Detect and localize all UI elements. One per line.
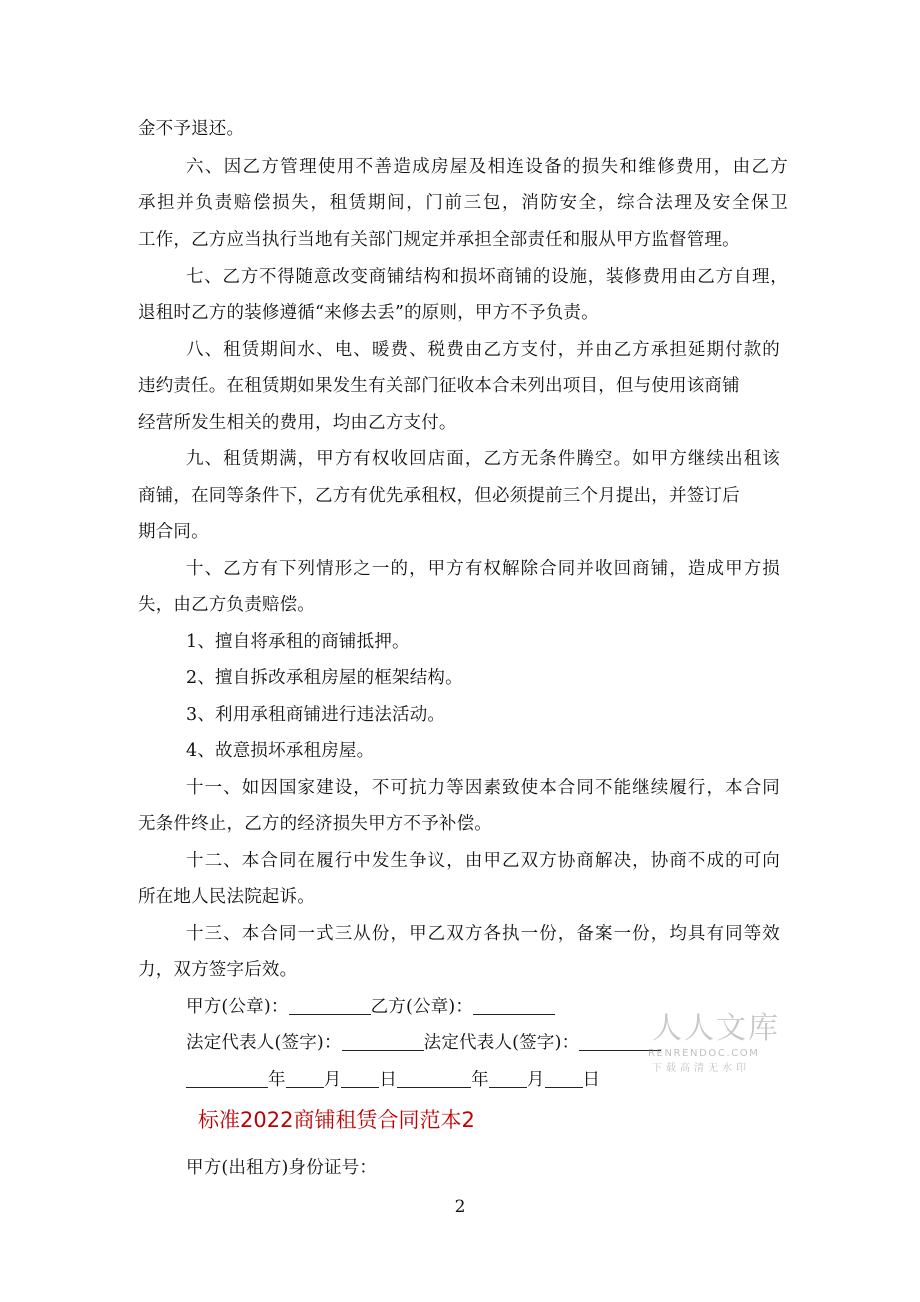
clause-7-line-1: 七、乙方不得随意改变商铺结构和损坏商铺的设施，装修费用由乙方自理，	[186, 267, 788, 287]
clause-8-line-2: 违约责任。在租赁期如果发生有关部门征收本合未列出项目，但与使用该商铺	[138, 376, 740, 396]
clause-13-line-1: 十三、本合同一式三从份，甲乙双方各执一份，备案一份，均具有同等效	[186, 924, 780, 944]
watermark-title: 人人文库	[652, 1011, 780, 1046]
legal-rep-a-blank	[342, 1032, 424, 1051]
party-a-seal-label: 甲方(公章)：	[186, 997, 289, 1017]
clause-10-item-4: 4、故意损坏承租房屋。	[186, 741, 375, 761]
day-a-blank	[341, 1069, 379, 1088]
year-a-blank	[186, 1069, 268, 1088]
clause-12-line-2: 所在地人民法院起诉。	[138, 887, 315, 907]
clause-11-line-2: 无条件终止，乙方的经济损失甲方不予补偿。	[138, 814, 492, 834]
clause-10-item-1: 1、擅自将承租的商铺抵押。	[186, 632, 410, 652]
year-b-blank	[397, 1069, 471, 1088]
clause-6-line-3: 工作，乙方应当执行当地有关部门规定并承担全部责任和服从甲方监督管理。	[138, 230, 740, 250]
clause-13-line-2: 力，双方签字后效。	[138, 960, 298, 980]
lessor-id-line: 甲方(出租方)身份证号：	[186, 1158, 378, 1178]
month-a-label: 月	[323, 1070, 342, 1090]
clause-11-line-1: 十一、如因国家建设，不可抗力等因素致使本合同不能继续履行，本合同	[186, 778, 780, 798]
watermark-domain: RENRENDOC.COM	[648, 1048, 760, 1059]
page-number: 2	[454, 1197, 466, 1217]
clause-6-line-1: 六、因乙方管理使用不善造成房屋及相连设备的损失和维修费用，由乙方	[186, 157, 788, 177]
clause-10-line-2: 失，由乙方负责赔偿。	[138, 595, 315, 615]
clause-9-line-1: 九、租赁期满，甲方有权收回店面，乙方无条件腾空。如甲方继续出租该	[186, 449, 780, 469]
clause-8-line-3: 经营所发生相关的费用，均由乙方支付。	[138, 413, 457, 433]
day-b-blank	[545, 1069, 583, 1088]
clause-10-item-2: 2、擅自拆改承租房屋的框架结构。	[186, 668, 463, 688]
day-b-label: 日	[582, 1070, 601, 1090]
year-a-label: 年	[268, 1070, 286, 1090]
month-b-blank	[489, 1069, 527, 1088]
section-heading: 标准2022商铺租赁合同范本2	[198, 1108, 475, 1132]
clause-12-line-1: 十二、本合同在履行中发生争议，由甲乙双方协商解决，协商不成的可向	[186, 851, 780, 871]
watermark-tagline: 下载高清无水印	[652, 1063, 750, 1074]
legal-rep-a-label: 法定代表人(签字)：	[186, 1033, 342, 1053]
party-a-seal-blank	[289, 996, 371, 1015]
clause-9-line-2: 商铺，在同等条件下，乙方有优先承租权，但必须提前三个月提出，并签订后	[138, 486, 740, 506]
clause-9-line-3: 期合同。	[138, 522, 209, 542]
legal-rep-b-label: 法定代表人(签字)：	[423, 1033, 580, 1053]
year-b-label: 年	[471, 1070, 489, 1090]
party-b-seal-blank	[473, 996, 555, 1015]
clause-6-line-2: 承担并负责赔偿损失，租赁期间，门前三包，消防安全，综合法理及安全保卫	[138, 193, 788, 213]
clause-7-line-2: 退租时乙方的装修遵循“来修去丢”的原则，甲方不予负责。	[138, 303, 599, 323]
day-a-label: 日	[379, 1070, 398, 1090]
clause-8-line-1: 八、租赁期间水、电、暖费、税费由乙方支付，并由乙方承担延期付款的	[186, 340, 780, 360]
party-b-seal-label: 乙方(公章)：	[370, 997, 474, 1017]
clause-10-item-3: 3、利用承租商铺进行违法活动。	[186, 705, 446, 725]
paragraph-line: 金不予退还。	[138, 119, 245, 139]
month-b-label: 月	[526, 1070, 545, 1090]
watermark-logo	[612, 1012, 782, 1080]
clause-10-line-1: 十、乙方有下列情形之一的，甲方有权解除合同并收回商铺，造成甲方损	[186, 559, 780, 579]
month-a-blank	[286, 1069, 324, 1088]
